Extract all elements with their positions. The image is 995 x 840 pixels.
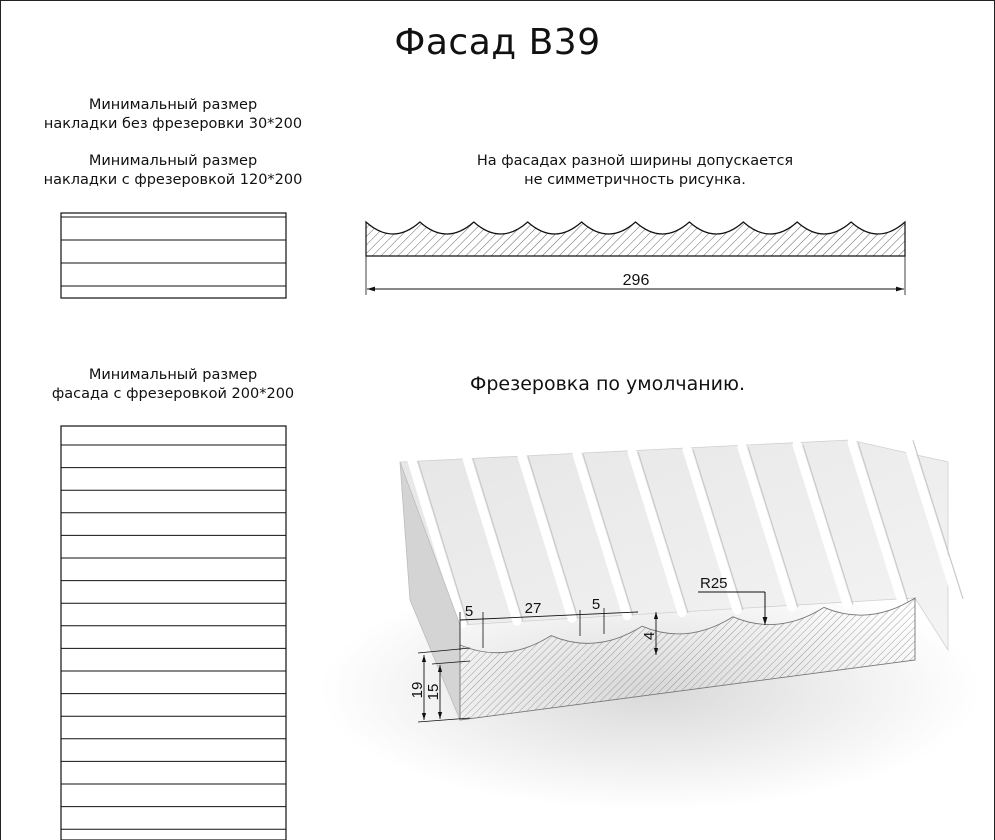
width-dimension-label: 296 xyxy=(622,272,650,289)
note-line: На фасадах разной ширины допускается xyxy=(476,153,794,169)
small-panel xyxy=(61,213,286,298)
note-line: фасада с фрезеровкой 200*200 xyxy=(51,386,295,402)
panel-render xyxy=(320,440,980,810)
default-milling-label: Фрезеровка по умолчанию. xyxy=(470,373,746,395)
page-title: Фасад В39 xyxy=(394,22,601,63)
profile-section xyxy=(366,222,905,295)
large-panel xyxy=(61,426,286,840)
note-line: Минимальный размер xyxy=(88,97,258,113)
radius-label: R25 xyxy=(700,575,728,592)
note-line: не симметричность рисунка. xyxy=(524,172,746,188)
pitch-label: 27 xyxy=(524,600,542,617)
total-thickness-label: 19 xyxy=(409,681,426,699)
depth-label: 4 xyxy=(641,631,658,641)
note-line: накладки без фрезеровки 30*200 xyxy=(43,116,303,132)
note-line: Минимальный размер xyxy=(88,367,258,383)
large-panel-outline xyxy=(61,426,286,840)
profile-cross-section xyxy=(366,222,905,256)
note-line: Минимальный размер xyxy=(88,153,258,169)
groove-width-label-b: 5 xyxy=(591,596,601,613)
small-panel-outline xyxy=(61,213,286,298)
panel-thickness-label: 15 xyxy=(425,683,442,701)
note-line: накладки с фрезеровкой 120*200 xyxy=(43,172,303,188)
groove-width-label-a: 5 xyxy=(464,603,474,620)
